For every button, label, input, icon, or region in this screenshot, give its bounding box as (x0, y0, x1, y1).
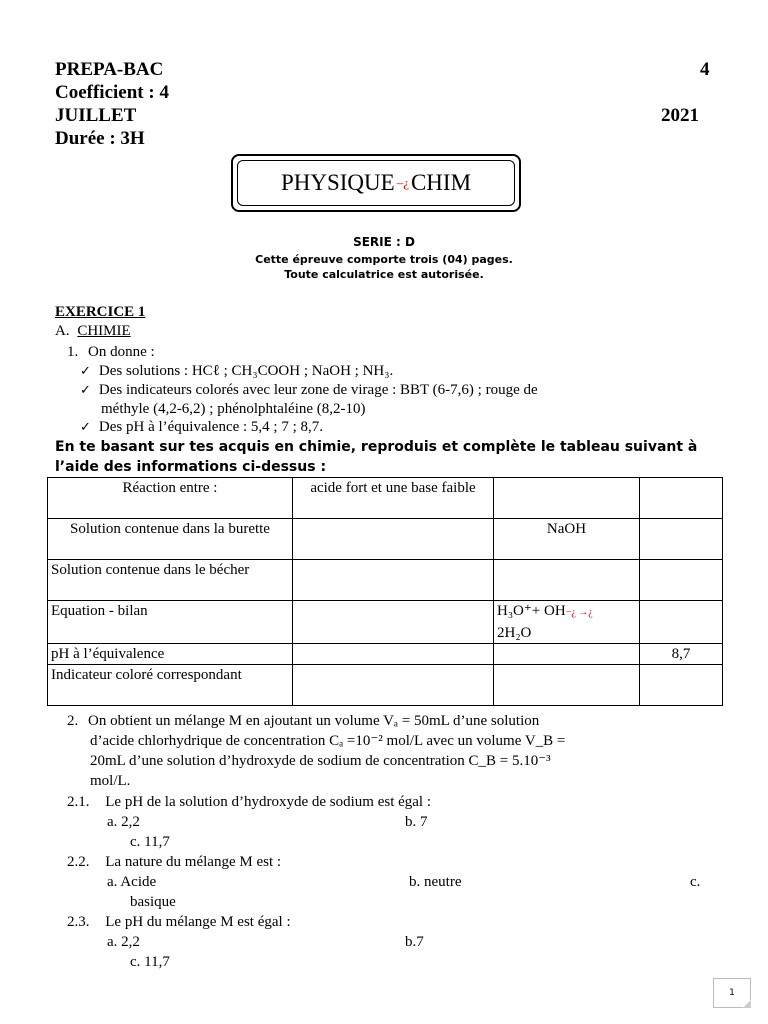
title-separator: –¿ (396, 175, 409, 190)
part-letter: A. (55, 323, 70, 339)
table-cell (640, 560, 723, 601)
table-cell: NaOH (494, 519, 640, 560)
titration-table (47, 477, 723, 706)
answer-option-c: c. 11,7 (130, 954, 170, 970)
instruction-line: En te basant sur tes acquis en chimie, reproduis et complète le tableau suivant à (55, 439, 698, 455)
table-cell (293, 665, 494, 706)
given-item: ✓ Des pH à l’équivalence : 5,4 ; 7 ; 8,7. (80, 417, 323, 438)
title-left: PHYSIQUE (280, 170, 395, 195)
q1-number: 1. (67, 344, 79, 360)
subquestion-number: 2.2. (67, 854, 90, 870)
table-cell (293, 644, 494, 665)
q2-text: d’acide chlorhydrique de concentration Cₐ =10⁻² mol/L avec un volume V_B = (90, 733, 566, 749)
title-right: CHIM (410, 170, 472, 195)
answer-option-a: a. 2,2 (107, 814, 140, 830)
table-cell: acide fort et une base faible (293, 478, 494, 519)
page-number: 1 (713, 978, 751, 1008)
subquestion (67, 852, 281, 872)
q2-text: mol/L. (90, 773, 131, 789)
table-cell (640, 601, 723, 644)
part-name: CHIMIE (77, 323, 131, 339)
answer-option-a: a. 2,2 (107, 934, 140, 950)
answer-option-c: c. (690, 874, 701, 890)
equation-reactants: H₃O⁺+ OH (497, 603, 566, 619)
table-cell (293, 560, 494, 601)
q2-text: On obtient un mélange M en ajoutant un volume Vₐ = 50mL d’une solution (88, 713, 540, 729)
table-cell (640, 665, 723, 706)
exercise-title: EXERCICE 1 (55, 304, 146, 320)
table-cell: 8,7 (640, 644, 723, 665)
table-cell (494, 560, 640, 601)
subquestion (67, 912, 291, 932)
table-cell (494, 665, 640, 706)
subquestion-text: Le pH de la solution d’hydroxyde de sodium est égal : (105, 794, 432, 810)
subject-title (237, 160, 515, 206)
q2-first-line (67, 711, 539, 731)
table-row (48, 665, 723, 706)
row-label: Solution contenue dans le bécher (48, 560, 293, 601)
answer-option-a: a. Acide (107, 874, 157, 890)
equation-product: 2H₂O (497, 625, 532, 641)
table-cell (640, 519, 723, 560)
given-item: ✓ Des indicateurs colorés avec leur zone de virage : BBT (6-7,6) ; rouge de (80, 380, 538, 401)
answer-option-b: b. 7 (405, 814, 428, 830)
table-cell (494, 644, 640, 665)
exam-year: 2021 (661, 105, 699, 126)
table-row (48, 644, 723, 665)
serie-label: SERIE : D (353, 235, 415, 249)
q1-intro: On donne : (88, 344, 155, 360)
part-heading (55, 321, 131, 341)
subquestion (67, 792, 431, 812)
subquestion-text: La nature du mélange M est : (105, 854, 282, 870)
table-cell (293, 519, 494, 560)
q2-text: 20mL d’une solution d’hydroxyde de sodium de concentration C_B = 5.10⁻³ (90, 753, 551, 769)
equation-arrow: −¿ →¿ (565, 607, 593, 618)
row-label: Equation - bilan (48, 601, 293, 644)
equation-cell (494, 601, 640, 644)
table-cell (494, 478, 640, 519)
table-row (48, 478, 723, 519)
q2-number: 2. (67, 713, 79, 729)
table-row (48, 519, 723, 560)
question-1 (67, 342, 155, 362)
row-label: Indicateur coloré correspondant (48, 665, 293, 706)
given-item-continued: méthyle (4,2-6,2) ; phénolphtaléine (8,2-10) (101, 401, 366, 417)
table-row (48, 560, 723, 601)
answer-option-b: b. neutre (409, 874, 462, 890)
row-label: Réaction entre : (48, 478, 293, 519)
page-count: 4 (700, 59, 710, 80)
answer-option-b: b.7 (405, 934, 424, 950)
subquestion-number: 2.3. (67, 914, 90, 930)
subquestion-text: Le pH du mélange M est égal : (105, 914, 291, 930)
table-cell (640, 478, 723, 519)
subquestion-number: 2.1. (67, 794, 90, 810)
exam-month: JUILLET (55, 105, 137, 126)
given-item: ✓ Des solutions : HCℓ ; CH₃COOH ; NaOH ; NH₃. (80, 361, 393, 382)
answer-option-c-continued: basique (130, 894, 176, 910)
pages-note: Cette épreuve comporte trois (04) pages. (255, 253, 513, 266)
table-cell (293, 601, 494, 644)
coefficient: Coefficient : 4 (55, 82, 169, 103)
calculator-note: Toute calculatrice est autorisée. (284, 268, 484, 281)
exam-duration: Durée : 3H (55, 128, 145, 149)
exam-name: PREPA-BAC (55, 59, 164, 80)
row-label: pH à l’équivalence (48, 644, 293, 665)
instruction-line: l’aide des informations ci-dessus : (55, 459, 327, 475)
answer-option-c: c. 11,7 (130, 834, 170, 850)
title-frame (231, 154, 521, 212)
table-row (48, 601, 723, 644)
row-label: Solution contenue dans la burette (48, 519, 293, 560)
